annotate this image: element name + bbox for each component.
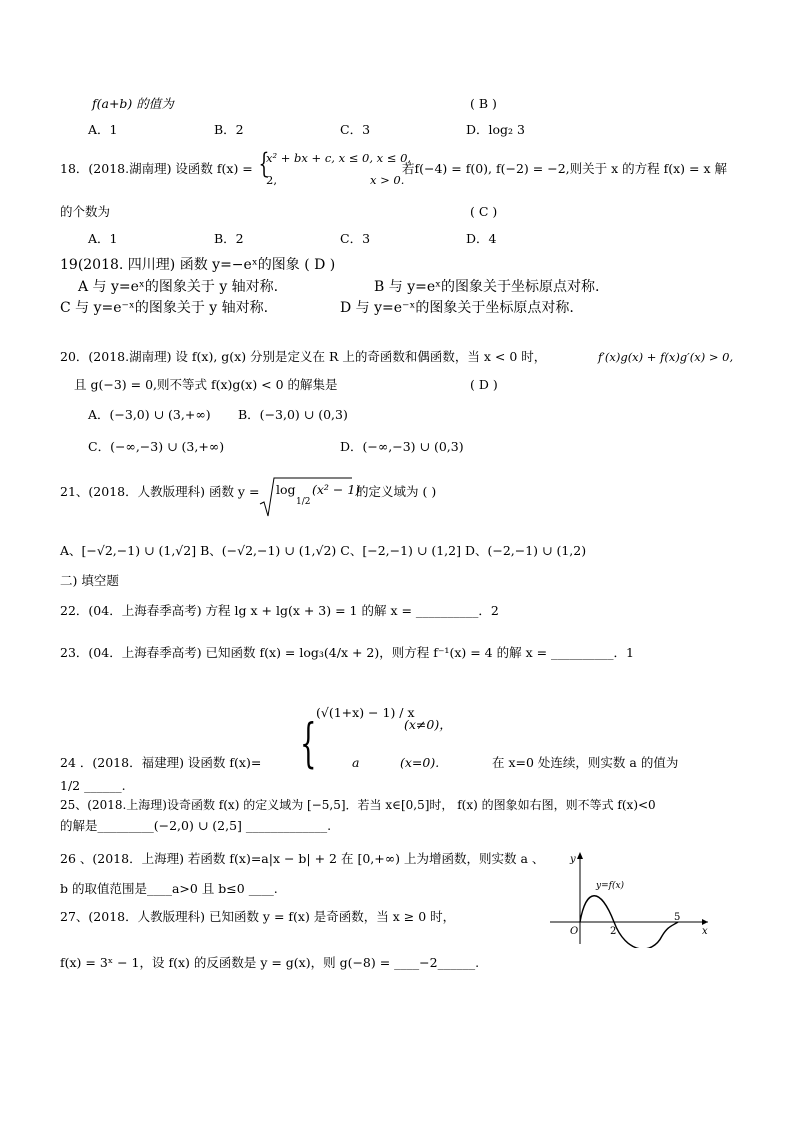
q18-piece2-cond: x > 0. [370,173,405,187]
q18-stem2: 的个数为 [60,204,111,219]
q27-line1: 27、(2018．人教版理科) 已知函数 y = f(x) 是奇函数，当 x ≥ 0 时， [60,909,456,924]
q18-option-b: B．2 [214,231,244,246]
q24-tail: 在 x=0 处连续，则实数 a 的值为 [492,755,679,770]
q18-condition: 若f(−4) = f(0), f(−2) = −2,则关于 x 的方程 f(x) = x 解 [402,161,727,176]
q21-log-base: 1/2 [296,497,311,507]
graph-tick-5: 5 [674,912,681,923]
q21-options: A、[−√2,−1) ∪ (1,√2] B、(−√2,−1) ∪ (1,√2) C、[−2,−1) ∪ (1,2] D、(−2,−1) ∪ (1,2) [60,543,587,558]
q21-stem-prefix: 21、(2018．人教版理科) 函数 y = [60,484,260,499]
q20-option-d: D．(−∞,−3) ∪ (0,3) [340,439,464,454]
q17-option-b: B．2 [214,122,244,137]
graph-tick-2: 2 [610,926,617,937]
q18-piece2: 2, [266,173,277,187]
q24-piece1-cond: (x≠0)， [404,717,452,732]
q20-stem: 20．(2018.湖南理) 设 f(x), g(x) 分别是定义在 R 上的奇函数和偶函数，当 x < 0 时， [60,349,547,364]
q18-option-a: A．1 [88,231,118,246]
q19-option-a: A 与 y=eˣ的图象关于 y 轴对称. [78,279,279,295]
graph-origin-label: O [570,926,579,937]
q24-piece2: a [352,755,360,770]
q20-option-a: A．(−3,0) ∪ (3,+∞) [88,407,211,422]
q25-function-graph [542,848,712,948]
q22-line: 22．(04．上海春季高考) 方程 lg x + lg(x + 3) = 1 的解 x = __________．2 [60,603,499,618]
section-fill-in-title: 二) 填空题 [60,573,119,588]
graph-x-arrow [702,919,708,925]
graph-x-label: x [702,926,708,937]
q18-option-d: D．4 [466,231,497,246]
q27-line2: f(x) = 3ˣ − 1，设 f(x) 的反函数是 y = g(x)，则 g(−8) = ____−2______. [60,955,480,970]
q21-stem-suffix: 的定义域为 ( ) [356,484,437,499]
q24-answer: 1/2 ______. [60,778,126,793]
q26-line2: b 的取值范围是____a>0 且 b≤0 ____. [60,881,278,896]
q17-option-a: A．1 [88,122,118,137]
q19-option-d: D 与 y=e⁻ˣ的图象关于坐标原点对称. [340,300,574,316]
q17-answer: ( B ) [470,96,497,111]
q25-line1: 25、(2018.上海理)设奇函数 f(x) 的定义域为 [−5,5]．若当 x∈[0,5]时， f(x) 的图象如右图，则不等式 f(x)<0 [60,798,656,812]
q17-option-d: D．log₂ 3 [466,122,525,137]
q18-answer: ( C ) [470,204,498,219]
q25-line2: 的解是_________(−2,0) ∪ (2,5] _____________. [60,818,332,833]
q18-brace: { [258,147,270,180]
q20-option-c: C．(−∞,−3) ∪ (3,+∞) [88,439,225,454]
q18-stem-prefix: 18．(2018.湖南理) 设函数 f(x) = [60,161,253,176]
q21-radicand-arg: (x² − 1) [312,482,361,497]
q21-radicand-log: log [276,482,296,497]
q24-piece1: (√(1+x) − 1) / x [316,705,415,720]
q20-option-b: B．(−3,0) ∪ (0,3) [238,407,348,422]
q17-option-c: C．3 [340,122,371,137]
q18-option-c: C．3 [340,231,371,246]
q19-option-b: B 与 y=eˣ的图象关于坐标原点对称. [374,279,600,295]
q24-piece2-cond: (x=0). [400,755,440,770]
q17-stem: f(a+b) 的值为 [92,96,174,111]
q24-line: 24 ．(2018．福建理) 设函数 f(x)= [60,755,262,770]
graph-y-label: y [570,854,576,865]
q23-line: 23．(04．上海春季高考) 已知函数 f(x) = log₃(4/x + 2)，则方程 f⁻¹(x) = 4 的解 x = __________．1 [60,645,634,660]
q20-stem2: 且 g(−3) = 0,则不等式 f(x)g(x) < 0 的解集是 [74,377,338,392]
q26-line1: 26 、(2018．上海理) 若函数 f(x)=a|x − b| + 2 在 [0,+∞) 上为增函数，则实数 a 、 [60,851,545,866]
q19-stem: 19(2018. 四川理) 函数 y=−eˣ的图象 ( D ) [60,257,336,273]
graph-y-arrow [577,852,583,859]
q24-brace: { [300,714,317,774]
q19-option-c: C 与 y=e⁻ˣ的图象关于 y 轴对称. [60,300,269,316]
q20-answer: ( D ) [470,377,498,392]
q18-piece1: x² + bx + c, x ≤ 0, x ≤ 0, [266,151,412,165]
graph-curve-label: y=f(x) [596,881,625,891]
q20-stem-tail: f′(x)g(x) + f(x)g′(x) > 0, [598,350,734,364]
